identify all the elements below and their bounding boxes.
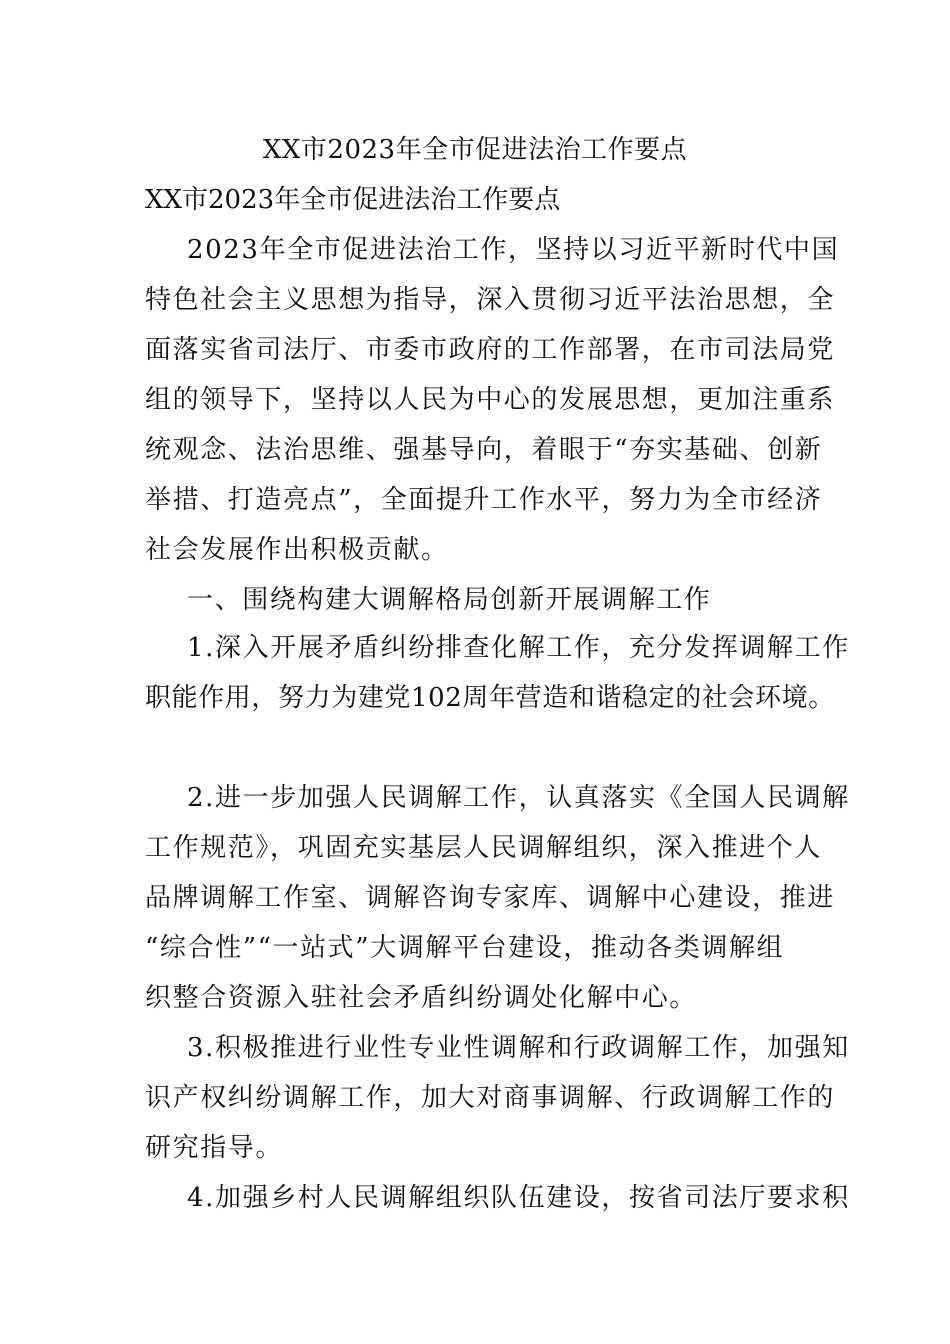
document-subtitle: XX市2023年全市促进法治工作要点: [145, 185, 561, 215]
document-title: XX市2023年全市促进法治工作要点: [262, 135, 688, 165]
paragraph-line: 面落实省司法厅、市委市政府的工作部署，在市司法局党: [145, 335, 836, 365]
paragraph-line: 1.深入开展矛盾纠纷排查化解工作，充分发挥调解工作: [187, 633, 850, 663]
item-2-paragraph: [145, 773, 850, 1023]
paragraph-line: 4.加强乡村人民调解组织队伍建设，按省司法厅要求积: [187, 1183, 850, 1213]
paragraph-line: 研究指导。: [145, 1133, 284, 1163]
paragraph-line: 职能作用，努力为建党102周年营造和谐稳定的社会环境。: [145, 683, 835, 713]
section-heading-block: [145, 575, 815, 625]
paragraph-line: 2023年全市促进法治工作，坚持以习近平新时代中国: [187, 235, 840, 265]
paragraph-line: 织整合资源入驻社会矛盾纠纷调处化解中心。: [145, 983, 698, 1013]
paragraph-line: “综合性”“一站式”大调解平台建设，推动各类调解组: [145, 933, 785, 963]
paragraph-line: 社会发展作出积极贡献。: [145, 535, 449, 565]
paragraph-line: 特色社会主义思想为指导，深入贯彻习近平法治思想，全: [145, 285, 836, 315]
paragraph-line: 2.进一步加强人民调解工作，认真落实《全国人民调解: [187, 783, 850, 813]
paragraph-line: 组的领导下，坚持以人民为中心的发展思想，更加注重系: [145, 385, 836, 415]
item-4-paragraph: [145, 1173, 850, 1223]
paragraph-line: 工作规范》，巩固充实基层人民调解组织，深入推进个人: [145, 833, 823, 863]
paragraph-line: 品牌调解工作室、调解咨询专家库、调解中心建设，推进: [145, 883, 836, 913]
intro-paragraph: [145, 225, 840, 575]
item-1-paragraph: [145, 623, 850, 723]
section-heading: 一、围绕构建大调解格局创新开展调解工作: [187, 585, 712, 615]
item-3-paragraph: [145, 1023, 850, 1173]
paragraph-line: 统观念、法治思维、强基导向，着眼于“夯实基础、创新: [145, 435, 823, 465]
paragraph-line: 识产权纠纷调解工作，加大对商事调解、行政调解工作的: [145, 1083, 836, 1113]
paragraph-line: 举措、打造亮点”，全面提升工作水平，努力为全市经济: [145, 485, 823, 515]
paragraph-line: 3.积极推进行业性专业性调解和行政调解工作，加强知: [187, 1033, 850, 1063]
